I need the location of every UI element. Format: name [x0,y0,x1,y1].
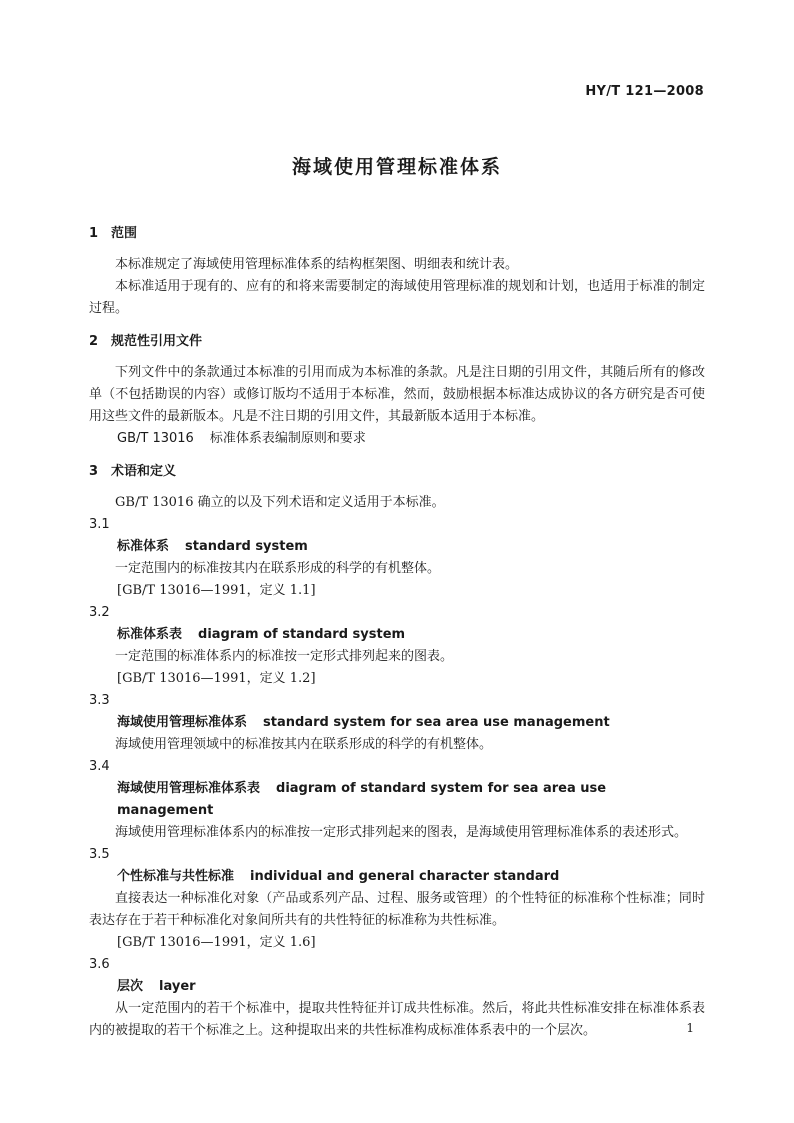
term-en: diagram of standard system [198,627,406,642]
term-zh: 海域使用管理标准体系表 [117,781,261,796]
term-definition: 一定范围内的标准按其内在联系形成的科学的有机整体。 [115,561,441,576]
reference-entry [89,428,705,450]
term-heading [89,624,705,646]
term-number: 3.6 [89,957,110,972]
term-definition: 直接表达一种标准化对象（产品或系列产品、过程、服务或管理）的个性特征的标准称个性标准；同时表达存在于若干种标准化对象间所共有的共性特征的标准称为共性标准。 [89,891,705,928]
document-title: 海域使用管理标准体系 [291,156,502,178]
term-source: [GB/T 13016—1991，定义 1.2] [117,671,316,686]
term-heading [89,866,705,888]
term-definition: 海域使用管理领域中的标准按其内在联系形成的科学的有机整体。 [115,737,493,752]
page-number: 1 [686,1021,694,1035]
section-title: 术语和定义 [111,464,177,479]
term-zh: 标准体系表 [117,627,183,642]
term-zh: 个性标准与共性标准 [117,869,235,884]
section-number: 1 [89,226,99,241]
term-heading [89,536,705,558]
term-number: 3.1 [89,517,110,532]
term-zh: 标准体系 [117,539,170,554]
reference-code: GB/T 13016 [117,431,194,446]
section-title: 规范性引用文件 [111,334,203,349]
term-en: layer [159,979,196,994]
term-source: [GB/T 13016—1991，定义 1.6] [117,935,316,950]
standard-code: HY/T 121—2008 [585,84,704,99]
term-number: 3.5 [89,847,110,862]
term-definition: 从一定范围内的若干个标准中，提取共性特征并订成共性标准。然后，将此共性标准安排在标准体系表内的被提取的若干个标准之上。这种提取出来的共性标准构成标准体系表中的一个层次。 [89,1001,705,1038]
paragraph: 本标准适用于现有的、应有的和将来需要制定的海域使用管理标准的规划和计划，也适用于标准的制定过程。 [89,279,705,316]
term-en: standard system [185,539,308,554]
section-heading-normative-references [89,331,705,353]
term-source: [GB/T 13016—1991，定义 1.1] [117,583,316,598]
term-heading [89,976,705,998]
section-heading-terms-definitions [89,461,705,483]
term-en: individual and general character standard [250,869,560,884]
paragraph: 本标准规定了海域使用管理标准体系的结构框架图、明细表和统计表。 [115,257,519,272]
term-number: 3.2 [89,605,110,620]
section-number: 2 [89,334,99,349]
document-body [89,223,705,1042]
term-en: standard system for sea area use management [263,715,610,730]
paragraph: 下列文件中的条款通过本标准的引用而成为本标准的条款。凡是注日期的引用文件，其随后所有的修改单（不包括勘误的内容）或修订版均不适用于本标准，然而，鼓励根据本标准达成协议的各方研究是否可使用这些文件的最新版本。凡是不注日期的引用文件，其最新版本适用于本标准。 [89,365,705,424]
term-en: diagram of standard system for sea area use management [117,781,607,818]
term-definition: 海域使用管理标准体系内的标准按一定形式排列起来的图表，是海域使用管理标准体系的表述形式。 [115,825,688,840]
paragraph: GB/T 13016 确立的以及下列术语和定义适用于本标准。 [115,495,445,510]
term-heading [89,712,705,734]
term-number: 3.3 [89,693,110,708]
section-heading-scope [89,223,705,245]
term-definition: 一定范围的标准体系内的标准按一定形式排列起来的图表。 [115,649,454,664]
section-number: 3 [89,464,99,479]
term-zh: 海域使用管理标准体系 [117,715,248,730]
term-heading [89,778,705,822]
section-title: 范围 [111,226,138,241]
term-number: 3.4 [89,759,110,774]
term-zh: 层次 [117,979,144,994]
reference-title: 标准体系表编制原则和要求 [209,431,366,446]
